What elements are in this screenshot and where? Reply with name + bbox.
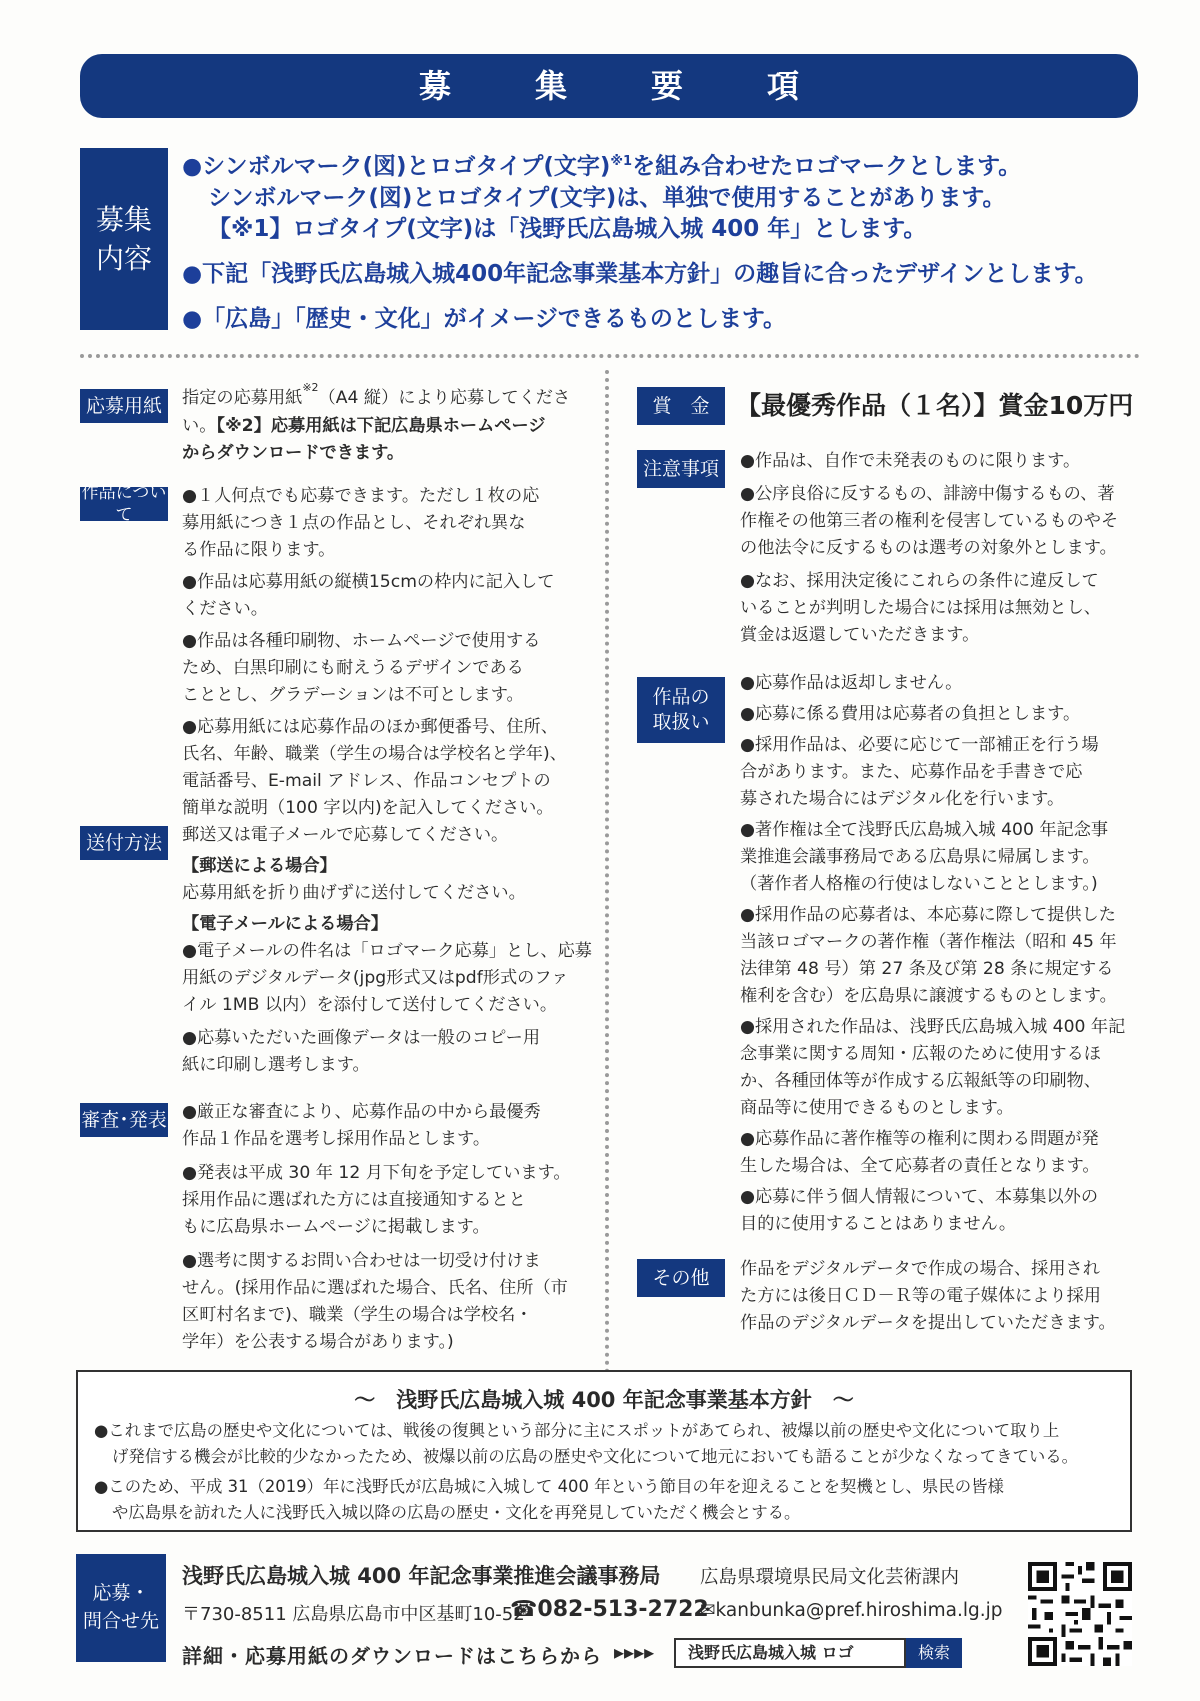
list-item-line: の他法令に反するものは選考の対象外とします。 bbox=[740, 538, 1117, 558]
form-text-1b: （A4 縦）により応募してくださ bbox=[318, 388, 571, 408]
list-item-line: ●応募用紙には応募作品のほか郵便番号、住所、 bbox=[182, 717, 558, 737]
phone-number: ☎082-513-2722 bbox=[510, 1597, 709, 1622]
list-item bbox=[740, 1184, 1140, 1238]
list-item-line: ●作品は各種印刷物、ホームページで使用する bbox=[182, 631, 541, 651]
recruit-line5: ●「広島」「歴史・文化」がイメージできるものとします。 bbox=[182, 305, 787, 332]
form-text-2a: い。 bbox=[182, 416, 217, 436]
list-item-line: 権利を含む）を広島県に譲渡するものとします。 bbox=[740, 986, 1117, 1006]
review-label: 審査･発表 bbox=[80, 1103, 168, 1137]
list-item-line: ●公序良俗に反するもの、誹謗中傷するもの、著 bbox=[740, 484, 1115, 504]
recruit-line1a: ●シンボルマーク(図)とロゴタイプ(文字) bbox=[182, 153, 611, 180]
notes-label: 注意事項 bbox=[637, 450, 725, 488]
list-item-line: 区町村名まで)、職業（学生の場合は学校名・ bbox=[182, 1305, 533, 1325]
list-item-line: ●電子メールの件名は「ロゴマーク応募」とし、応募 bbox=[182, 941, 592, 961]
other-line: た方には後日ＣＤ－Ｒ等の電子媒体により採用 bbox=[740, 1286, 1101, 1306]
policy-line: ●このため、平成 31（2019）年に浅野氏が広島城に入城して 400 年という節目の年を迎えることを契機とし、県民の皆様 bbox=[94, 1477, 1004, 1496]
list-item-line: イル 1MB 以内）を添付して送付してください。 bbox=[182, 995, 558, 1015]
list-item-line: ●採用作品は、必要に応じて一部補正を行う場 bbox=[740, 735, 1099, 755]
list-item-line: ●応募に係る費用は応募者の負担とします。 bbox=[740, 704, 1081, 724]
email-heading: 【電子メールによる場合】 bbox=[182, 914, 388, 934]
list-item-line: 簡単な説明（100 字以内)を記入してください。 bbox=[182, 798, 554, 818]
list-item-line: ●なお、採用決定後にこれらの条件に違反して bbox=[740, 571, 1099, 591]
list-item-line: 生した場合は、全て応募者の責任となります。 bbox=[740, 1156, 1100, 1176]
review-list bbox=[182, 1099, 592, 1356]
form-text-2b: 【※2】応募用紙は下記広島県ホームページ bbox=[216, 416, 546, 436]
policy-line: や広島県を訪れた人に浅野氏入城以降の広島の歴史・文化を再発見していただく機会とする。 bbox=[112, 1503, 801, 1522]
note-mark-1: ※1 bbox=[610, 154, 633, 169]
list-item-line: 業推進会議事務局である広島県に帰属します。 bbox=[740, 847, 1100, 867]
send-label: 送付方法 bbox=[80, 826, 168, 860]
list-item-line: （著作者人格権の行使はしないこととします。) bbox=[740, 874, 1098, 894]
prize-text: 【最優秀作品（１名）】賞金10万円 bbox=[736, 391, 1134, 420]
handling-label bbox=[637, 677, 725, 743]
list-item-line: ●作品は応募用紙の縦横15cmの枠内に記入して bbox=[182, 572, 555, 592]
recruit-line2: シンボルマーク(図)とロゴタイプ(文字)は、単独で使用することがあります。 bbox=[208, 184, 1006, 211]
list-item-line: る作品に限ります。 bbox=[182, 540, 336, 560]
other-text bbox=[740, 1256, 1140, 1337]
list-item-line: 賞金は返還していただきます。 bbox=[740, 625, 980, 645]
works-label: 作品について bbox=[81, 482, 167, 525]
list-item-line: 法律第 48 号）第 27 条及び第 28 条に規定する bbox=[740, 959, 1114, 979]
list-item-line: 採用作品に選ばれた方には直接通知するとと bbox=[182, 1190, 526, 1210]
policy-line: ●これまで広島の歴史や文化については、戦後の復興という部分に主にスポットがあてられ、被爆以前の歴史や文化について取り上 bbox=[94, 1421, 1060, 1440]
list-item bbox=[740, 701, 1140, 728]
list-item-line: ●発表は平成 30 年 12 月下旬を予定しています。 bbox=[182, 1163, 571, 1183]
list-item bbox=[182, 1160, 592, 1241]
list-item-line: ●採用された作品は、浅野氏広島城入城 400 年記 bbox=[740, 1017, 1126, 1037]
list-item-line: か、各種団体等が作成する広報紙等の印刷物、 bbox=[740, 1071, 1101, 1091]
address: 〒730-8511 広島県広島市中区基町10-52 bbox=[182, 1604, 525, 1625]
policy-title: ～ 浅野氏広島城入城 400 年記念事業基本方針 ～ bbox=[354, 1388, 854, 1412]
list-item bbox=[182, 483, 592, 564]
list-item-line: いることが判明した場合には採用は無効とし、 bbox=[740, 598, 1101, 618]
page-title: 募 集 要 項 bbox=[80, 54, 1138, 118]
list-item bbox=[182, 569, 592, 623]
recruit-contents-label bbox=[80, 148, 168, 330]
download-text: 詳細・応募用紙のダウンロードはこちらから bbox=[182, 1644, 602, 1668]
arrow-icons: ▸▸▸▸ bbox=[614, 1640, 655, 1664]
list-item-line: ください。 bbox=[182, 599, 268, 619]
list-item-line: ●応募作品は返却しません。 bbox=[740, 673, 963, 693]
mail-heading: 【郵送による場合】 bbox=[182, 856, 337, 876]
list-item-line: 念事業に関する周知・広報のために使用するほ bbox=[740, 1044, 1101, 1064]
other-line: 作品のデジタルデータを提出していただきます。 bbox=[740, 1313, 1116, 1333]
list-item bbox=[740, 481, 1140, 562]
recruit-contents bbox=[182, 146, 1142, 335]
recruit-line3: 【※1】ロゴタイプ(文字)は「浅野氏広島城入城 400 年」とします。 bbox=[208, 215, 927, 242]
policy-box bbox=[76, 1370, 1132, 1532]
list-item bbox=[740, 568, 1140, 649]
list-item-line: 紙に印刷し選考します。 bbox=[182, 1055, 370, 1075]
list-item-line: 合があります。また、応募作品を手書きで応 bbox=[740, 762, 1083, 782]
department-name: 広島県環境県民局文化芸術課内 bbox=[700, 1567, 960, 1588]
list-item-line: ●厳正な審査により、応募作品の中から最優秀 bbox=[182, 1102, 541, 1122]
form-text bbox=[182, 381, 592, 467]
contact-label bbox=[76, 1554, 166, 1662]
list-item bbox=[182, 714, 592, 822]
form-label: 応募用紙 bbox=[80, 389, 168, 423]
list-item bbox=[740, 1014, 1140, 1122]
list-item-line: ●応募に伴う個人情報について、本募集以外の bbox=[740, 1187, 1099, 1207]
other-line: 作品をデジタルデータで作成の場合、採用され bbox=[740, 1259, 1100, 1279]
list-item bbox=[182, 1099, 592, 1153]
list-item bbox=[182, 938, 592, 1019]
list-item-line: 作品１作品を選考し採用作品とします。 bbox=[182, 1129, 491, 1149]
list-item-line: 目的に使用することはありません。 bbox=[740, 1214, 1017, 1234]
policy-body bbox=[94, 1418, 1124, 1526]
other-label: その他 bbox=[637, 1259, 725, 1297]
list-item-line: 電話番号、E-mail アドレス、作品コンセプトの bbox=[182, 771, 551, 791]
list-item-line: ●１人何点でも応募できます。ただし１枚の応 bbox=[182, 486, 540, 506]
recruit-line4: ●下記「浅野氏広島城入城400年記念事業基本方針」の趣旨に合ったデザインとします。 bbox=[182, 260, 1098, 287]
list-item-line: 用紙のデジタルデータ(jpg形式又はpdf形式のファ bbox=[182, 968, 569, 988]
list-item-line: ●応募いただいた画像データは一般のコピー用 bbox=[182, 1028, 541, 1048]
list-item-line: 氏名、年齢、職業（学生の場合は学校名と学年)、 bbox=[182, 744, 567, 764]
list-item-line: ●採用作品の応募者は、本応募に際して提供した bbox=[740, 905, 1116, 925]
organization-name: 浅野氏広島城入城 400 年記念事業推進会議事務局 bbox=[182, 1564, 661, 1588]
handling-label-line1: 作品の bbox=[652, 686, 710, 709]
search-button[interactable]: 検索 bbox=[906, 1638, 962, 1668]
list-item bbox=[740, 817, 1140, 898]
send-intro: 郵送又は電子メールで応募してください。 bbox=[182, 825, 509, 845]
list-item-line: ●応募作品に著作権等の権利に関わる問題が発 bbox=[740, 1129, 1099, 1149]
list-item-line: もに広島県ホームページに掲載します。 bbox=[182, 1217, 490, 1237]
form-text-1a: 指定の応募用紙 bbox=[182, 388, 303, 408]
recruit-line1b: を組み合わせたロゴマークとします。 bbox=[632, 153, 1022, 180]
list-item-line: 募された場合にはデジタル化を行います。 bbox=[740, 789, 1065, 809]
list-item-line: ●作品は、自作で未発表のものに限ります。 bbox=[740, 451, 1081, 471]
handling-label-line2: 取扱い bbox=[652, 711, 710, 733]
send-section bbox=[182, 822, 592, 1079]
list-item-line: 募用紙につき１点の作品とし、それぞれ異な bbox=[182, 513, 526, 533]
list-item-line: ため、白黒印刷にも耐えうるデザインである bbox=[182, 658, 524, 678]
dotted-divider-horizontal bbox=[80, 354, 1140, 358]
notes-list bbox=[740, 448, 1140, 649]
list-item bbox=[182, 1248, 592, 1356]
policy-line: げ発信する機会が比較的少なかったため、被爆以前の広島の歴史や文化について地元においても語ることが少なくなってきている。 bbox=[112, 1447, 1079, 1466]
dotted-divider-vertical bbox=[605, 370, 609, 1382]
note-mark-2: ※2 bbox=[302, 381, 319, 394]
list-item-line: 学年）を公表する場合があります。) bbox=[182, 1332, 454, 1352]
list-item bbox=[740, 902, 1140, 1010]
list-item-line: せん。(採用作品に選ばれた場合、氏名、住所（市 bbox=[182, 1278, 568, 1298]
qr-code-icon[interactable] bbox=[1028, 1562, 1132, 1666]
handling-list bbox=[740, 670, 1140, 1238]
email-address[interactable]: ✉kanbunka@pref.hiroshima.lg.jp bbox=[700, 1600, 1003, 1621]
email-list bbox=[182, 938, 592, 1079]
list-item-line: ●著作権は全て浅野氏広島城入城 400 年記念事 bbox=[740, 820, 1109, 840]
recruit-label-line1: 募集 bbox=[95, 202, 152, 236]
list-item bbox=[740, 1126, 1140, 1180]
list-item-line: 商品等に使用できるものとします。 bbox=[740, 1098, 1014, 1118]
recruit-label-line2: 内容 bbox=[95, 242, 152, 275]
list-item bbox=[740, 448, 1140, 475]
list-item bbox=[182, 628, 592, 709]
list-item bbox=[740, 670, 1140, 697]
list-item bbox=[740, 732, 1140, 813]
list-item-line: 当該ロゴマークの著作権（著作権法（昭和 45 年 bbox=[740, 932, 1117, 952]
search-input[interactable]: 浅野氏広島城入城 ロゴ bbox=[674, 1638, 906, 1668]
form-text-3: からダウンロードできます。 bbox=[182, 443, 405, 463]
list-item-line: こととし、グラデーションは不可とします。 bbox=[182, 685, 524, 705]
list-item-line: ●選考に関するお問い合わせは一切受け付けま bbox=[182, 1251, 541, 1271]
contact-label-line2: 問合せ先 bbox=[82, 1610, 159, 1632]
mail-text: 応募用紙を折り曲げずに送付してください。 bbox=[182, 883, 526, 903]
works-list bbox=[182, 483, 592, 822]
list-item-line: 作権その他第三者の権利を侵害しているものやそ bbox=[740, 511, 1119, 531]
list-item bbox=[182, 1025, 592, 1079]
contact-label-line1: 応募・ bbox=[92, 1582, 150, 1605]
prize-label: 賞 金 bbox=[637, 387, 725, 425]
